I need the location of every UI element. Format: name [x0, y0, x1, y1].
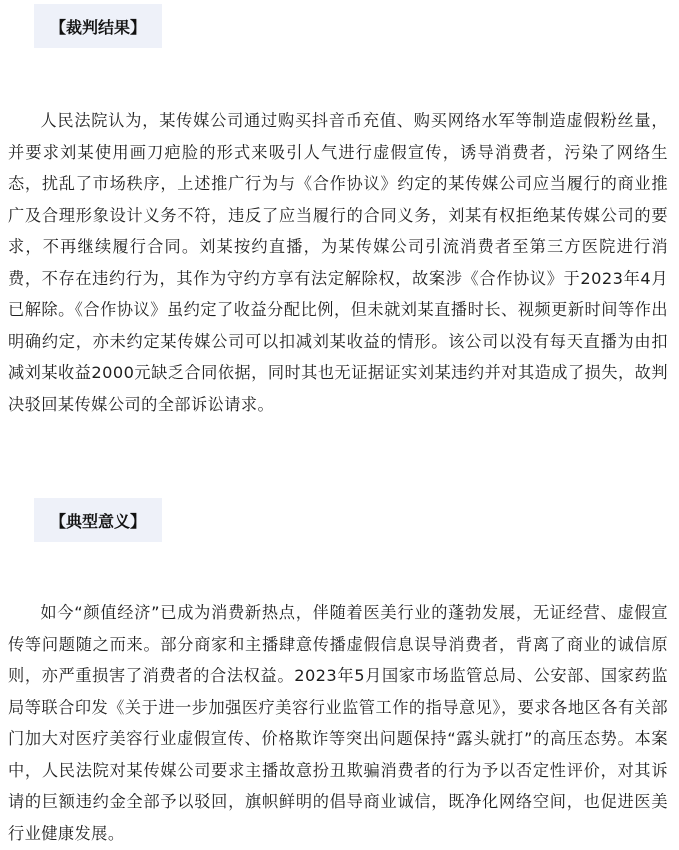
section-heading-judgment: 【裁判结果】 — [34, 4, 162, 48]
significance-paragraph: 如今“颜值经济”已成为消费新热点，伴随着医美行业的蓬勃发展，无证经营、虚假宣传等问题随之而来。部分商家和主播肆意传播虚假信息误导消费者，背离了商业的诚信原则，亦严重损害了消费者的合法权益。2023年5月国家市场监管总局、公安部、国家药监局等联合印发《关于进一步加强医疗美容行业监管工作的指导意见》，要求各地区各有关部门加大对医疗美容行业虚假宣传、价格欺诈等突出问题保持“露头就打”的高压态势。本案中，人民法院对某传媒公司要求主播故意扮丑欺骗消费者的行为予以否定性评价，对其诉请的巨额违约金全部予以驳回，旗帜鲜明的倡导商业诚信，既净化网络空间，也促进医美行业健康发展。 — [8, 603, 668, 843]
section-heading-significance: 【典型意义】 — [34, 498, 162, 542]
judgment-paragraph: 人民法院认为，某传媒公司通过购买抖音币充值、购买网络水军等制造虚假粉丝量，并要求刘某使用画刀疤脸的形式来吸引人气进行虚假宣传，诱导消费者，污染了网络生态，扰乱了市场秩序，上述推广行为与《合作协议》约定的某传媒公司应当履行的商业推广及合理形象设计义务不符，违反了应当履行的合同义务，刘某有权拒绝某传媒公司的要求，不再继续履行合同。刘某按约直播，为某传媒公司引流消费者至第三方医院进行消费，不存在违约行为，其作为守约方享有法定解除权，故案涉《合作协议》于2023年4月已解除。《合作协议》虽约定了收益分配比例，但未就刘某直播时长、视频更新时间等作出明确约定，亦未约定某传媒公司可以扣减刘某收益的情形。该公司以没有每天直播为由扣减刘某收益2000元缺乏合同依据，同时其也无证据证实刘某违约并对其造成了损失，故判决驳回某传媒公司的全部诉讼请求。 — [8, 111, 668, 414]
